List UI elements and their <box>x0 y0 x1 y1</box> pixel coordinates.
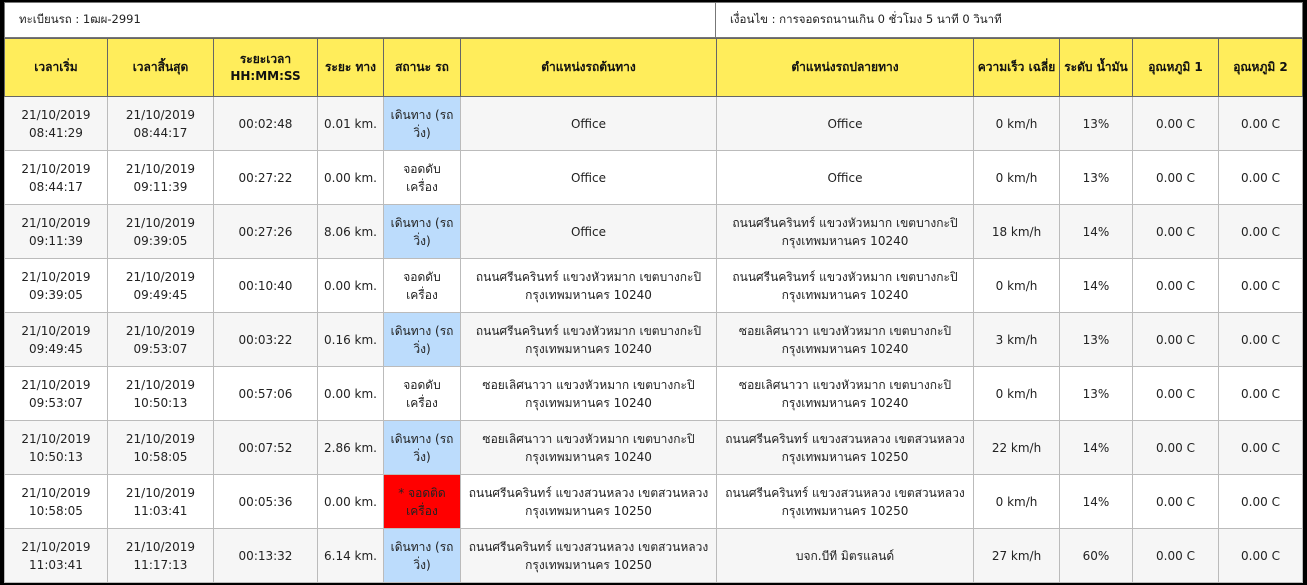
cell-speed: 0 km/h <box>974 367 1060 421</box>
cell-status: เดินทาง (รถวิ่ง) <box>384 313 461 367</box>
cell-temp2: 0.00 C <box>1219 259 1303 313</box>
cell-temp2: 0.00 C <box>1219 97 1303 151</box>
cell-temp1: 0.00 C <box>1133 313 1219 367</box>
cell-distance: 0.00 km. <box>318 367 384 421</box>
cell-origin: Office <box>461 205 717 259</box>
cell-fuel: 13% <box>1060 151 1133 205</box>
cell-origin: ซอยเลิศนาวา แขวงหัวหมาก เขตบางกะปิ กรุงเทพมหานคร 10240 <box>461 421 717 475</box>
cell-status: เดินทาง (รถวิ่ง) <box>384 421 461 475</box>
cell-fuel: 14% <box>1060 259 1133 313</box>
cell-duration: 00:27:26 <box>214 205 318 259</box>
cell-end: 21/10/2019 11:17:13 <box>108 529 214 583</box>
col-header-temp2: อุณหภูมิ 2 <box>1219 39 1303 97</box>
cell-fuel: 14% <box>1060 421 1133 475</box>
cell-speed: 27 km/h <box>974 529 1060 583</box>
cell-speed: 0 km/h <box>974 151 1060 205</box>
cell-origin: ถนนศรีนครินทร์ แขวงสวนหลวง เขตสวนหลวง กรุงเทพมหานคร 10250 <box>461 475 717 529</box>
cell-temp1: 0.00 C <box>1133 151 1219 205</box>
cell-origin: ซอยเลิศนาวา แขวงหัวหมาก เขตบางกะปิ กรุงเทพมหานคร 10240 <box>461 367 717 421</box>
col-header-start: เวลาเริ่ม <box>5 39 108 97</box>
cell-start: 21/10/2019 10:58:05 <box>5 475 108 529</box>
cell-start: 21/10/2019 11:03:41 <box>5 529 108 583</box>
cell-destination: บจก.บีที มิตรแลนด์ <box>717 529 974 583</box>
cell-duration: 00:05:36 <box>214 475 318 529</box>
table-row <box>5 151 1303 205</box>
cell-start: 21/10/2019 09:11:39 <box>5 205 108 259</box>
cell-distance: 0.16 km. <box>318 313 384 367</box>
cell-fuel: 60% <box>1060 529 1133 583</box>
table-header-row <box>5 39 1303 97</box>
col-header-duration: ระยะเวลา HH:MM:SS <box>214 39 318 97</box>
cell-end: 21/10/2019 10:50:13 <box>108 367 214 421</box>
cell-destination: ซอยเลิศนาวา แขวงหัวหมาก เขตบางกะปิ กรุงเทพมหานคร 10240 <box>717 367 974 421</box>
report-info-bar <box>4 2 1303 38</box>
cell-speed: 3 km/h <box>974 313 1060 367</box>
cell-fuel: 13% <box>1060 367 1133 421</box>
cell-start: 21/10/2019 08:44:17 <box>5 151 108 205</box>
cell-temp2: 0.00 C <box>1219 205 1303 259</box>
cell-end: 21/10/2019 09:49:45 <box>108 259 214 313</box>
table-row <box>5 259 1303 313</box>
cell-start: 21/10/2019 09:39:05 <box>5 259 108 313</box>
cell-start: 21/10/2019 09:53:07 <box>5 367 108 421</box>
cell-duration: 00:10:40 <box>214 259 318 313</box>
cell-temp1: 0.00 C <box>1133 205 1219 259</box>
cell-destination: ถนนศรีนครินทร์ แขวงสวนหลวง เขตสวนหลวง กรุงเทพมหานคร 10250 <box>717 421 974 475</box>
table-row <box>5 367 1303 421</box>
cell-status: เดินทาง (รถวิ่ง) <box>384 205 461 259</box>
cell-fuel: 14% <box>1060 475 1133 529</box>
cell-duration: 00:07:52 <box>214 421 318 475</box>
cell-distance: 6.14 km. <box>318 529 384 583</box>
col-header-destination: ตำแหน่งรถปลายทาง <box>717 39 974 97</box>
condition-label: เงื่อนไข : การจอดรถนานเกิน 0 ชั่วโมง 5 นาที 0 วินาที <box>716 3 1303 38</box>
cell-end: 21/10/2019 08:44:17 <box>108 97 214 151</box>
table-row <box>5 529 1303 583</box>
cell-status: * จอดติด เครื่อง <box>384 475 461 529</box>
cell-temp1: 0.00 C <box>1133 421 1219 475</box>
trip-report-table <box>4 38 1303 583</box>
cell-duration: 00:02:48 <box>214 97 318 151</box>
col-header-status: สถานะ รถ <box>384 39 461 97</box>
cell-start: 21/10/2019 08:41:29 <box>5 97 108 151</box>
cell-temp2: 0.00 C <box>1219 151 1303 205</box>
cell-temp2: 0.00 C <box>1219 421 1303 475</box>
cell-destination: Office <box>717 97 974 151</box>
cell-origin: Office <box>461 151 717 205</box>
cell-temp1: 0.00 C <box>1133 259 1219 313</box>
cell-duration: 00:03:22 <box>214 313 318 367</box>
cell-temp1: 0.00 C <box>1133 475 1219 529</box>
cell-temp1: 0.00 C <box>1133 367 1219 421</box>
cell-distance: 8.06 km. <box>318 205 384 259</box>
table-row <box>5 421 1303 475</box>
cell-distance: 0.00 km. <box>318 475 384 529</box>
cell-speed: 18 km/h <box>974 205 1060 259</box>
cell-origin: Office <box>461 97 717 151</box>
table-row <box>5 97 1303 151</box>
cell-start: 21/10/2019 09:49:45 <box>5 313 108 367</box>
col-header-temp1: อุณหภูมิ 1 <box>1133 39 1219 97</box>
cell-duration: 00:57:06 <box>214 367 318 421</box>
cell-end: 21/10/2019 09:53:07 <box>108 313 214 367</box>
cell-duration: 00:27:22 <box>214 151 318 205</box>
cell-speed: 0 km/h <box>974 97 1060 151</box>
cell-status: เดินทาง (รถวิ่ง) <box>384 529 461 583</box>
cell-destination: ถนนศรีนครินทร์ แขวงหัวหมาก เขตบางกะปิ กรุงเทพมหานคร 10240 <box>717 205 974 259</box>
cell-distance: 2.86 km. <box>318 421 384 475</box>
cell-distance: 0.00 km. <box>318 259 384 313</box>
cell-status: จอดดับ เครื่อง <box>384 259 461 313</box>
col-header-origin: ตำแหน่งรถต้นทาง <box>461 39 717 97</box>
col-header-speed: ความเร็ว เฉลี่ย <box>974 39 1060 97</box>
cell-status: จอดดับ เครื่อง <box>384 367 461 421</box>
table-row <box>5 205 1303 259</box>
cell-status: จอดดับ เครื่อง <box>384 151 461 205</box>
col-header-end: เวลาสิ้นสุด <box>108 39 214 97</box>
cell-temp2: 0.00 C <box>1219 475 1303 529</box>
cell-temp2: 0.00 C <box>1219 367 1303 421</box>
cell-fuel: 13% <box>1060 313 1133 367</box>
cell-origin: ถนนศรีนครินทร์ แขวงหัวหมาก เขตบางกะปิ กรุงเทพมหานคร 10240 <box>461 259 717 313</box>
cell-fuel: 13% <box>1060 97 1133 151</box>
cell-speed: 0 km/h <box>974 475 1060 529</box>
table-row <box>5 475 1303 529</box>
cell-destination: ถนนศรีนครินทร์ แขวงสวนหลวง เขตสวนหลวง กรุงเทพมหานคร 10250 <box>717 475 974 529</box>
cell-end: 21/10/2019 09:39:05 <box>108 205 214 259</box>
cell-end: 21/10/2019 09:11:39 <box>108 151 214 205</box>
cell-end: 21/10/2019 10:58:05 <box>108 421 214 475</box>
cell-origin: ถนนศรีนครินทร์ แขวงหัวหมาก เขตบางกะปิ กรุงเทพมหานคร 10240 <box>461 313 717 367</box>
cell-speed: 22 km/h <box>974 421 1060 475</box>
cell-duration: 00:13:32 <box>214 529 318 583</box>
cell-status: เดินทาง (รถวิ่ง) <box>384 97 461 151</box>
plate-label: ทะเบียนรถ : 1ฒผ-2991 <box>5 3 716 38</box>
cell-distance: 0.00 km. <box>318 151 384 205</box>
cell-fuel: 14% <box>1060 205 1133 259</box>
cell-speed: 0 km/h <box>974 259 1060 313</box>
cell-distance: 0.01 km. <box>318 97 384 151</box>
cell-start: 21/10/2019 10:50:13 <box>5 421 108 475</box>
cell-destination: Office <box>717 151 974 205</box>
cell-temp2: 0.00 C <box>1219 529 1303 583</box>
cell-origin: ถนนศรีนครินทร์ แขวงสวนหลวง เขตสวนหลวง กรุงเทพมหานคร 10250 <box>461 529 717 583</box>
cell-destination: ซอยเลิศนาวา แขวงหัวหมาก เขตบางกะปิ กรุงเทพมหานคร 10240 <box>717 313 974 367</box>
cell-temp1: 0.00 C <box>1133 97 1219 151</box>
col-header-fuel: ระดับ น้ำมัน <box>1060 39 1133 97</box>
col-header-distance: ระยะ ทาง <box>318 39 384 97</box>
table-body <box>5 97 1303 583</box>
cell-end: 21/10/2019 11:03:41 <box>108 475 214 529</box>
cell-temp2: 0.00 C <box>1219 313 1303 367</box>
cell-temp1: 0.00 C <box>1133 529 1219 583</box>
table-row <box>5 313 1303 367</box>
cell-destination: ถนนศรีนครินทร์ แขวงหัวหมาก เขตบางกะปิ กรุงเทพมหานคร 10240 <box>717 259 974 313</box>
